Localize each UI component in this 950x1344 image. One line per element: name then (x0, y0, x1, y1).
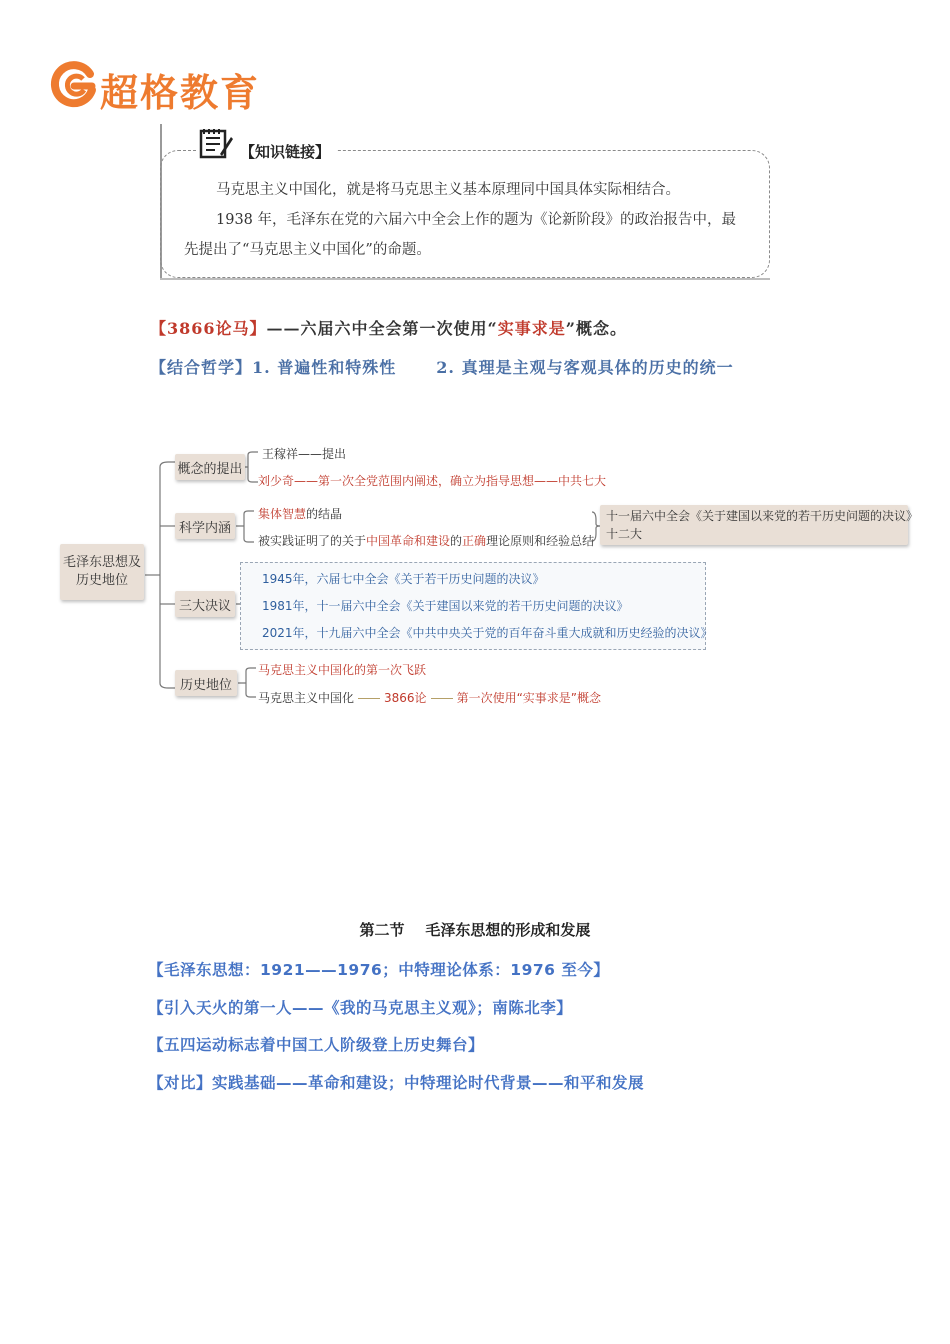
connotation-item-1: 集体智慧的结晶 (258, 507, 343, 521)
section-2-title: 第二节 毛泽东思想的形成和发展 (359, 921, 591, 939)
mindmap-root: 毛泽东思想及 历史地位 (60, 544, 144, 600)
section-2-line-4: 【对比】实践基础——革命和建设；中特理论时代背景——和平和发展 (148, 1074, 645, 1092)
note-3866: 【3866论马】——六届六中全会第一次使用“实事求是”概念。 (150, 319, 627, 338)
note-philosophy: 【结合哲学】1. 普遍性和特殊性 2. 真理是主观与客观具体的历史的统一 (150, 358, 734, 377)
logo-text: 超格教育 (100, 71, 261, 115)
section-2-line-1: 【毛泽东思想：1921——1976；中特理论体系：1976 至今】 (148, 961, 610, 979)
section-2-line-3: 【五四运动标志着中国工人阶级登上历史舞台】 (148, 1036, 485, 1054)
mindmap-branch-resolutions: 三大决议 (175, 591, 235, 617)
knowledge-para-2-line-1: 1938 年，毛泽东在党的六届六中全会上作的题为《论新阶段》的政治报告中，最 (216, 212, 737, 228)
mindmap-branch-status: 历史地位 (175, 670, 237, 696)
section-2-line-2: 【引入天火的第一人——《我的马克思主义观》；南陈北李】 (148, 999, 573, 1017)
resolution-2021: 2021年，十九届六中全会《中共中央关于党的百年奋斗重大成就和历史经验的决议》 (262, 626, 713, 640)
resolution-1981: 1981年，十一届六中全会《关于建国以来党的若干历史问题的决议》 (262, 599, 629, 613)
knowledge-para-1: 马克思主义中国化，就是将马克思主义基本原理同中国具体实际相结合。 (216, 182, 680, 198)
concept-item-1: 王稼祥——提出 (262, 447, 347, 461)
connotation-side-note: 十一届六中全会《关于建国以来党的若干历史问题的决议》 十二大 (600, 505, 908, 545)
knowledge-para-2-line-2: 先提出了“马克思主义中国化”的命题。 (184, 242, 431, 258)
mindmap-branch-concept: 概念的提出 (175, 454, 245, 480)
mindmap-branch-connotation: 科学内涵 (175, 513, 235, 539)
connotation-item-2: 被实践证明了的关于中国革命和建设的正确理论原则和经验总结 (258, 534, 595, 548)
status-item-1: 马克思主义中国化的第一次飞跃 (258, 663, 427, 677)
status-item-2: 马克思主义中国化 3866论 第一次使用“实事求是”概念 (258, 691, 601, 705)
concept-item-2: 刘少奇——第一次全党范围内阐述，确立为指导思想——中共七大 (258, 474, 607, 488)
knowledge-link-title: 【知识链接】 (240, 143, 331, 161)
resolution-1945: 1945年，六届七中全会《关于若干历史问题的决议》 (262, 572, 545, 586)
